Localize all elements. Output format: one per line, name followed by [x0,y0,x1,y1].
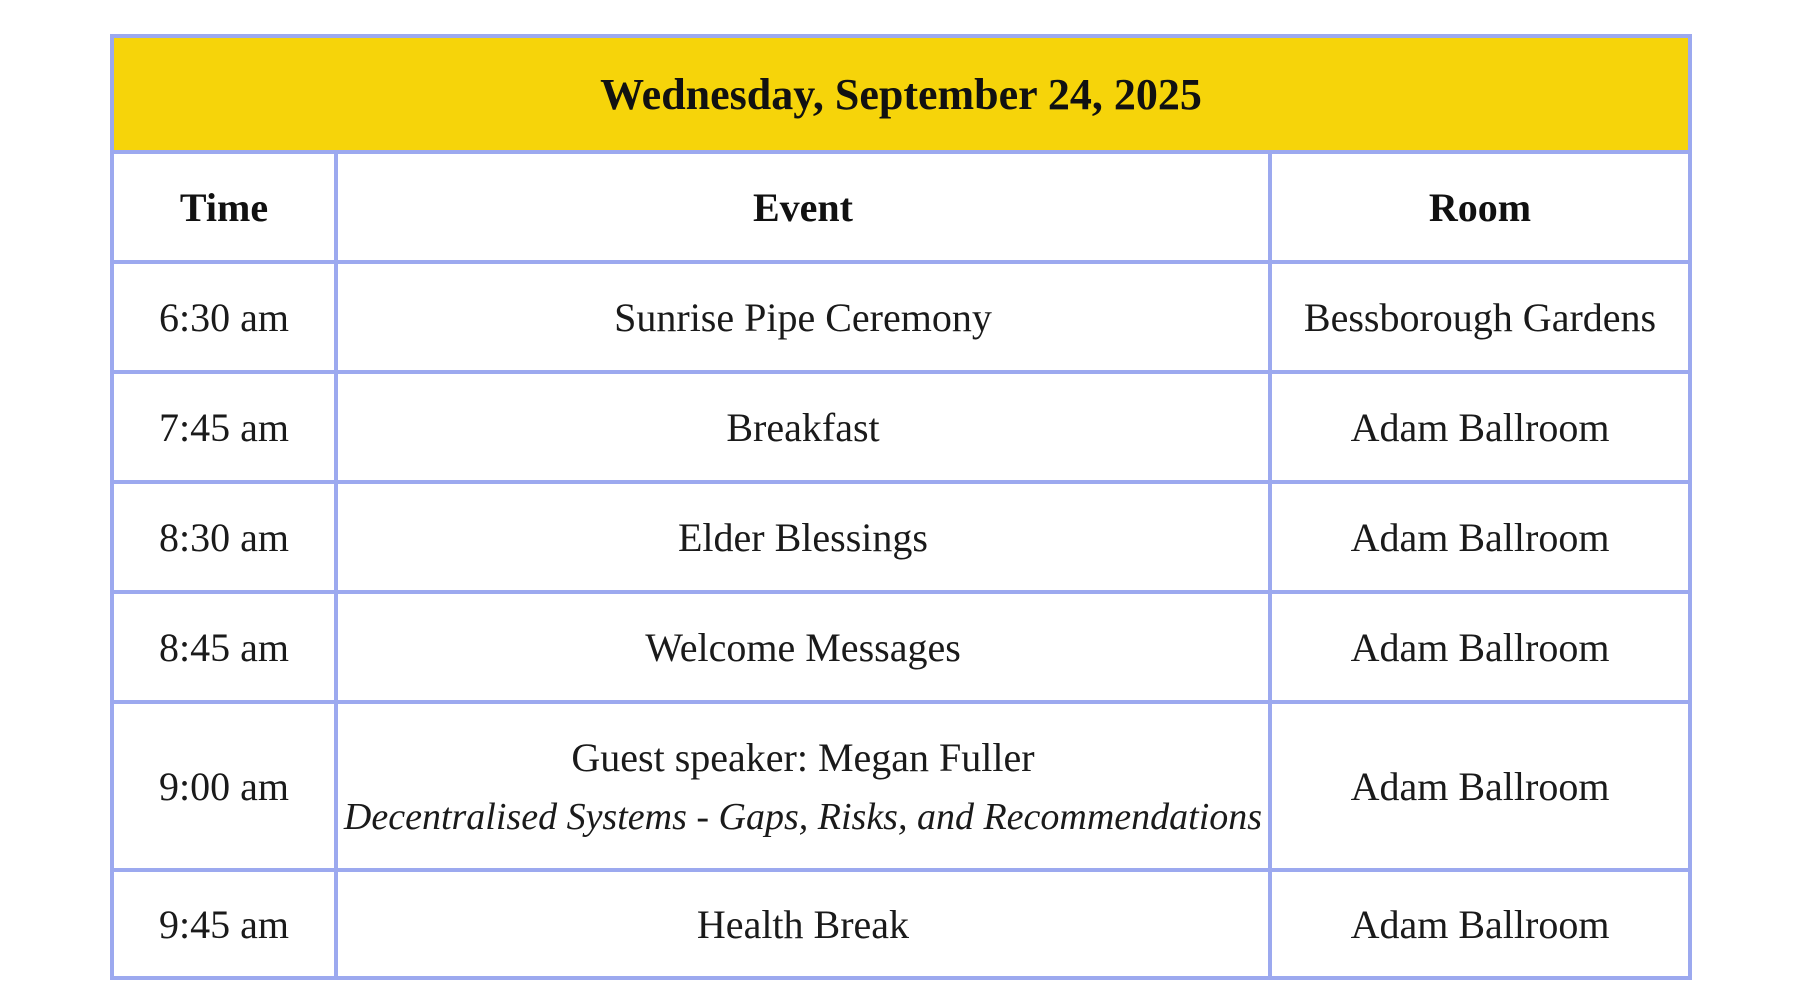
event-title: Guest speaker: Megan Fuller [571,734,1035,780]
room-cell: Adam Ballroom [1270,372,1690,482]
room-cell: Bessborough Gardens [1270,262,1690,372]
room-cell: Adam Ballroom [1270,592,1690,702]
event-cell: Elder Blessings [336,482,1270,592]
room-cell: Adam Ballroom [1270,870,1690,978]
table-row [112,482,1690,592]
time-cell: 8:45 am [112,592,336,702]
event-cell: Health Break [336,870,1270,978]
column-header-row [112,152,1690,262]
event-cell [336,702,1270,870]
time-cell: 9:00 am [112,702,336,870]
column-header-time: Time [112,152,336,262]
column-header-event: Event [336,152,1270,262]
room-cell: Adam Ballroom [1270,702,1690,870]
room-cell: Adam Ballroom [1270,482,1690,592]
time-cell: 8:30 am [112,482,336,592]
table-row [112,870,1690,978]
time-cell: 7:45 am [112,372,336,482]
table-row [112,262,1690,372]
table-row [112,372,1690,482]
column-header-room: Room [1270,152,1690,262]
date-header-row [112,36,1690,152]
table-row [112,702,1690,870]
event-subtitle: Decentralised Systems - Gaps, Risks, and Recommendations [343,795,1263,838]
schedule-table [110,34,1692,980]
event-cell: Breakfast [336,372,1270,482]
event-cell: Sunrise Pipe Ceremony [336,262,1270,372]
table-row [112,592,1690,702]
date-header: Wednesday, September 24, 2025 [112,36,1690,152]
event-cell: Welcome Messages [336,592,1270,702]
schedule-container [110,34,1688,980]
time-cell: 6:30 am [112,262,336,372]
time-cell: 9:45 am [112,870,336,978]
